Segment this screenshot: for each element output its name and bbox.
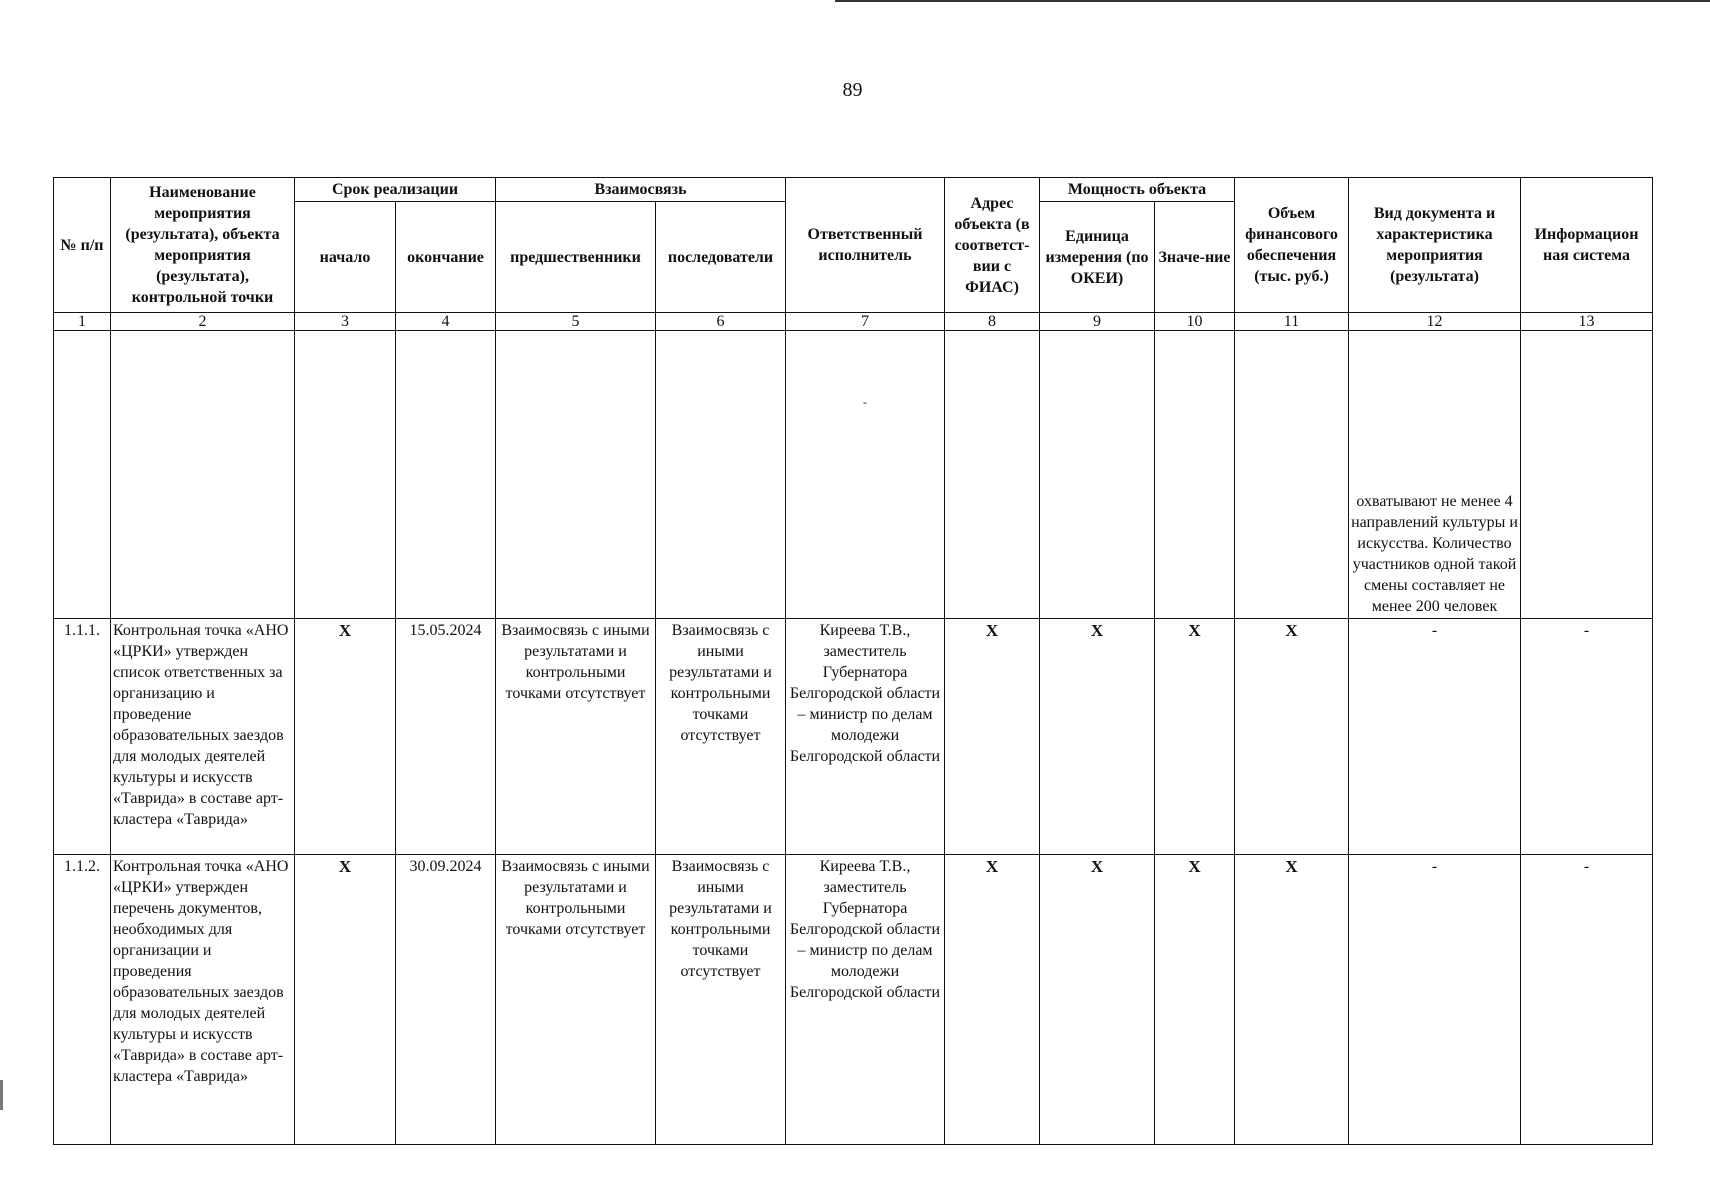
header-doc-type: Вид документа и характеристика мероприятия (результата) — [1349, 178, 1521, 313]
row-number: 1.1.2. — [54, 855, 111, 1145]
header-name: Наименование мероприятия (результата), объекта мероприятия (результата), контрольной точки — [111, 178, 295, 313]
row-executor: Киреева Т.В., заместитель Губернатора Белгородской области – министр по делам молодежи Белгородской области — [786, 855, 945, 1145]
column-number: 7 — [786, 313, 945, 331]
header-relation: Взаимосвязь — [496, 178, 786, 202]
header-capacity: Мощность объекта — [1040, 178, 1235, 202]
row-finance: X — [1235, 855, 1349, 1145]
header-address: Адрес объекта (в соответст-вии с ФИАС) — [945, 178, 1040, 313]
row-value: X — [1155, 855, 1235, 1145]
empty-cell — [656, 331, 786, 619]
empty-cell — [496, 331, 656, 619]
row-end: 15.05.2024 — [396, 619, 496, 855]
column-number: 11 — [1235, 313, 1349, 331]
row-predecessors: Взаимосвязь с иными результатами и контрольными точками отсутствует — [496, 855, 656, 1145]
row-doc-type: - — [1349, 855, 1521, 1145]
row-address: X — [945, 855, 1040, 1145]
row-predecessors: Взаимосвязь с иными результатами и контрольными точками отсутствует — [496, 619, 656, 855]
column-number-row — [54, 313, 1653, 331]
header-executor: Ответственный исполнитель — [786, 178, 945, 313]
empty-cell — [295, 331, 396, 619]
header-row-1 — [54, 178, 1653, 202]
empty-cell — [1155, 331, 1235, 619]
row-unit: X — [1040, 619, 1155, 855]
empty-cell — [1521, 331, 1653, 619]
plan-table — [53, 177, 1653, 1145]
row-end: 30.09.2024 — [396, 855, 496, 1145]
row-info-system: - — [1521, 855, 1653, 1145]
column-number: 10 — [1155, 313, 1235, 331]
row-successors: Взаимосвязь с иными результатами и контрольными точками отсутствует — [656, 619, 786, 855]
table-row — [54, 855, 1653, 1145]
column-number: 6 — [656, 313, 786, 331]
empty-cell — [1235, 331, 1349, 619]
scan-edge-mark — [0, 1080, 3, 1110]
row-finance: X — [1235, 619, 1349, 855]
empty-cell — [945, 331, 1040, 619]
row-address: X — [945, 619, 1040, 855]
column-number: 9 — [1040, 313, 1155, 331]
header-start: начало — [295, 202, 396, 313]
header-value: Значе-ние — [1155, 202, 1235, 313]
header-successors: последователи — [656, 202, 786, 313]
continuation-executor — [786, 331, 945, 619]
row-number: 1.1.1. — [54, 619, 111, 855]
empty-cell — [111, 331, 295, 619]
row-name: Контрольная точка «АНО «ЦРКИ» утвержден список ответственных за организацию и проведение образовательных заездов для молодых деятелей культуры и искусств «Таврида» в составе арт-кластера «Таврида» — [111, 619, 295, 855]
continuation-row — [54, 331, 1653, 619]
column-number: 13 — [1521, 313, 1653, 331]
row-executor: Киреева Т.В., заместитель Губернатора Белгородской области – министр по делам молодежи Белгородской области — [786, 619, 945, 855]
table-row — [54, 619, 1653, 855]
empty-cell — [396, 331, 496, 619]
empty-cell — [1040, 331, 1155, 619]
column-number: 3 — [295, 313, 396, 331]
top-edge-rule — [835, 0, 1710, 2]
row-successors: Взаимосвязь с иными результатами и контрольными точками отсутствует — [656, 855, 786, 1145]
header-info-system: Информацион ная система — [1521, 178, 1653, 313]
column-number: 5 — [496, 313, 656, 331]
column-number: 1 — [54, 313, 111, 331]
header-unit: Единица измерения (по ОКЕИ) — [1040, 202, 1155, 313]
column-number: 2 — [111, 313, 295, 331]
column-number: 8 — [945, 313, 1040, 331]
page-number: 89 — [842, 79, 863, 101]
row-value: X — [1155, 619, 1235, 855]
row-info-system: - — [1521, 619, 1653, 855]
row-unit: X — [1040, 855, 1155, 1145]
row-name: Контрольная точка «АНО «ЦРКИ» утвержден перечень документов, необходимых для организации и проведения образовательных заездов для молодых деятелей культуры и искусств «Таврида» в составе арт-кластера «Таврида» — [111, 855, 295, 1145]
column-number: 4 — [396, 313, 496, 331]
header-no: № п/п — [54, 178, 111, 313]
row-doc-type: - — [1349, 619, 1521, 855]
continuation-doc-type: охватывают не менее 4 направлений культуры и искусства. Количество участников одной такой смены составляет не менее 200 человек — [1349, 331, 1521, 619]
stray-dash: - — [863, 395, 867, 409]
header-end: окончание — [396, 202, 496, 313]
header-finance: Объем финансового обеспечения (тыс. руб.) — [1235, 178, 1349, 313]
header-predecessors: предшественники — [496, 202, 656, 313]
row-start: X — [295, 619, 396, 855]
empty-cell — [54, 331, 111, 619]
header-term: Срок реализации — [295, 178, 496, 202]
column-number: 12 — [1349, 313, 1521, 331]
row-start: X — [295, 855, 396, 1145]
